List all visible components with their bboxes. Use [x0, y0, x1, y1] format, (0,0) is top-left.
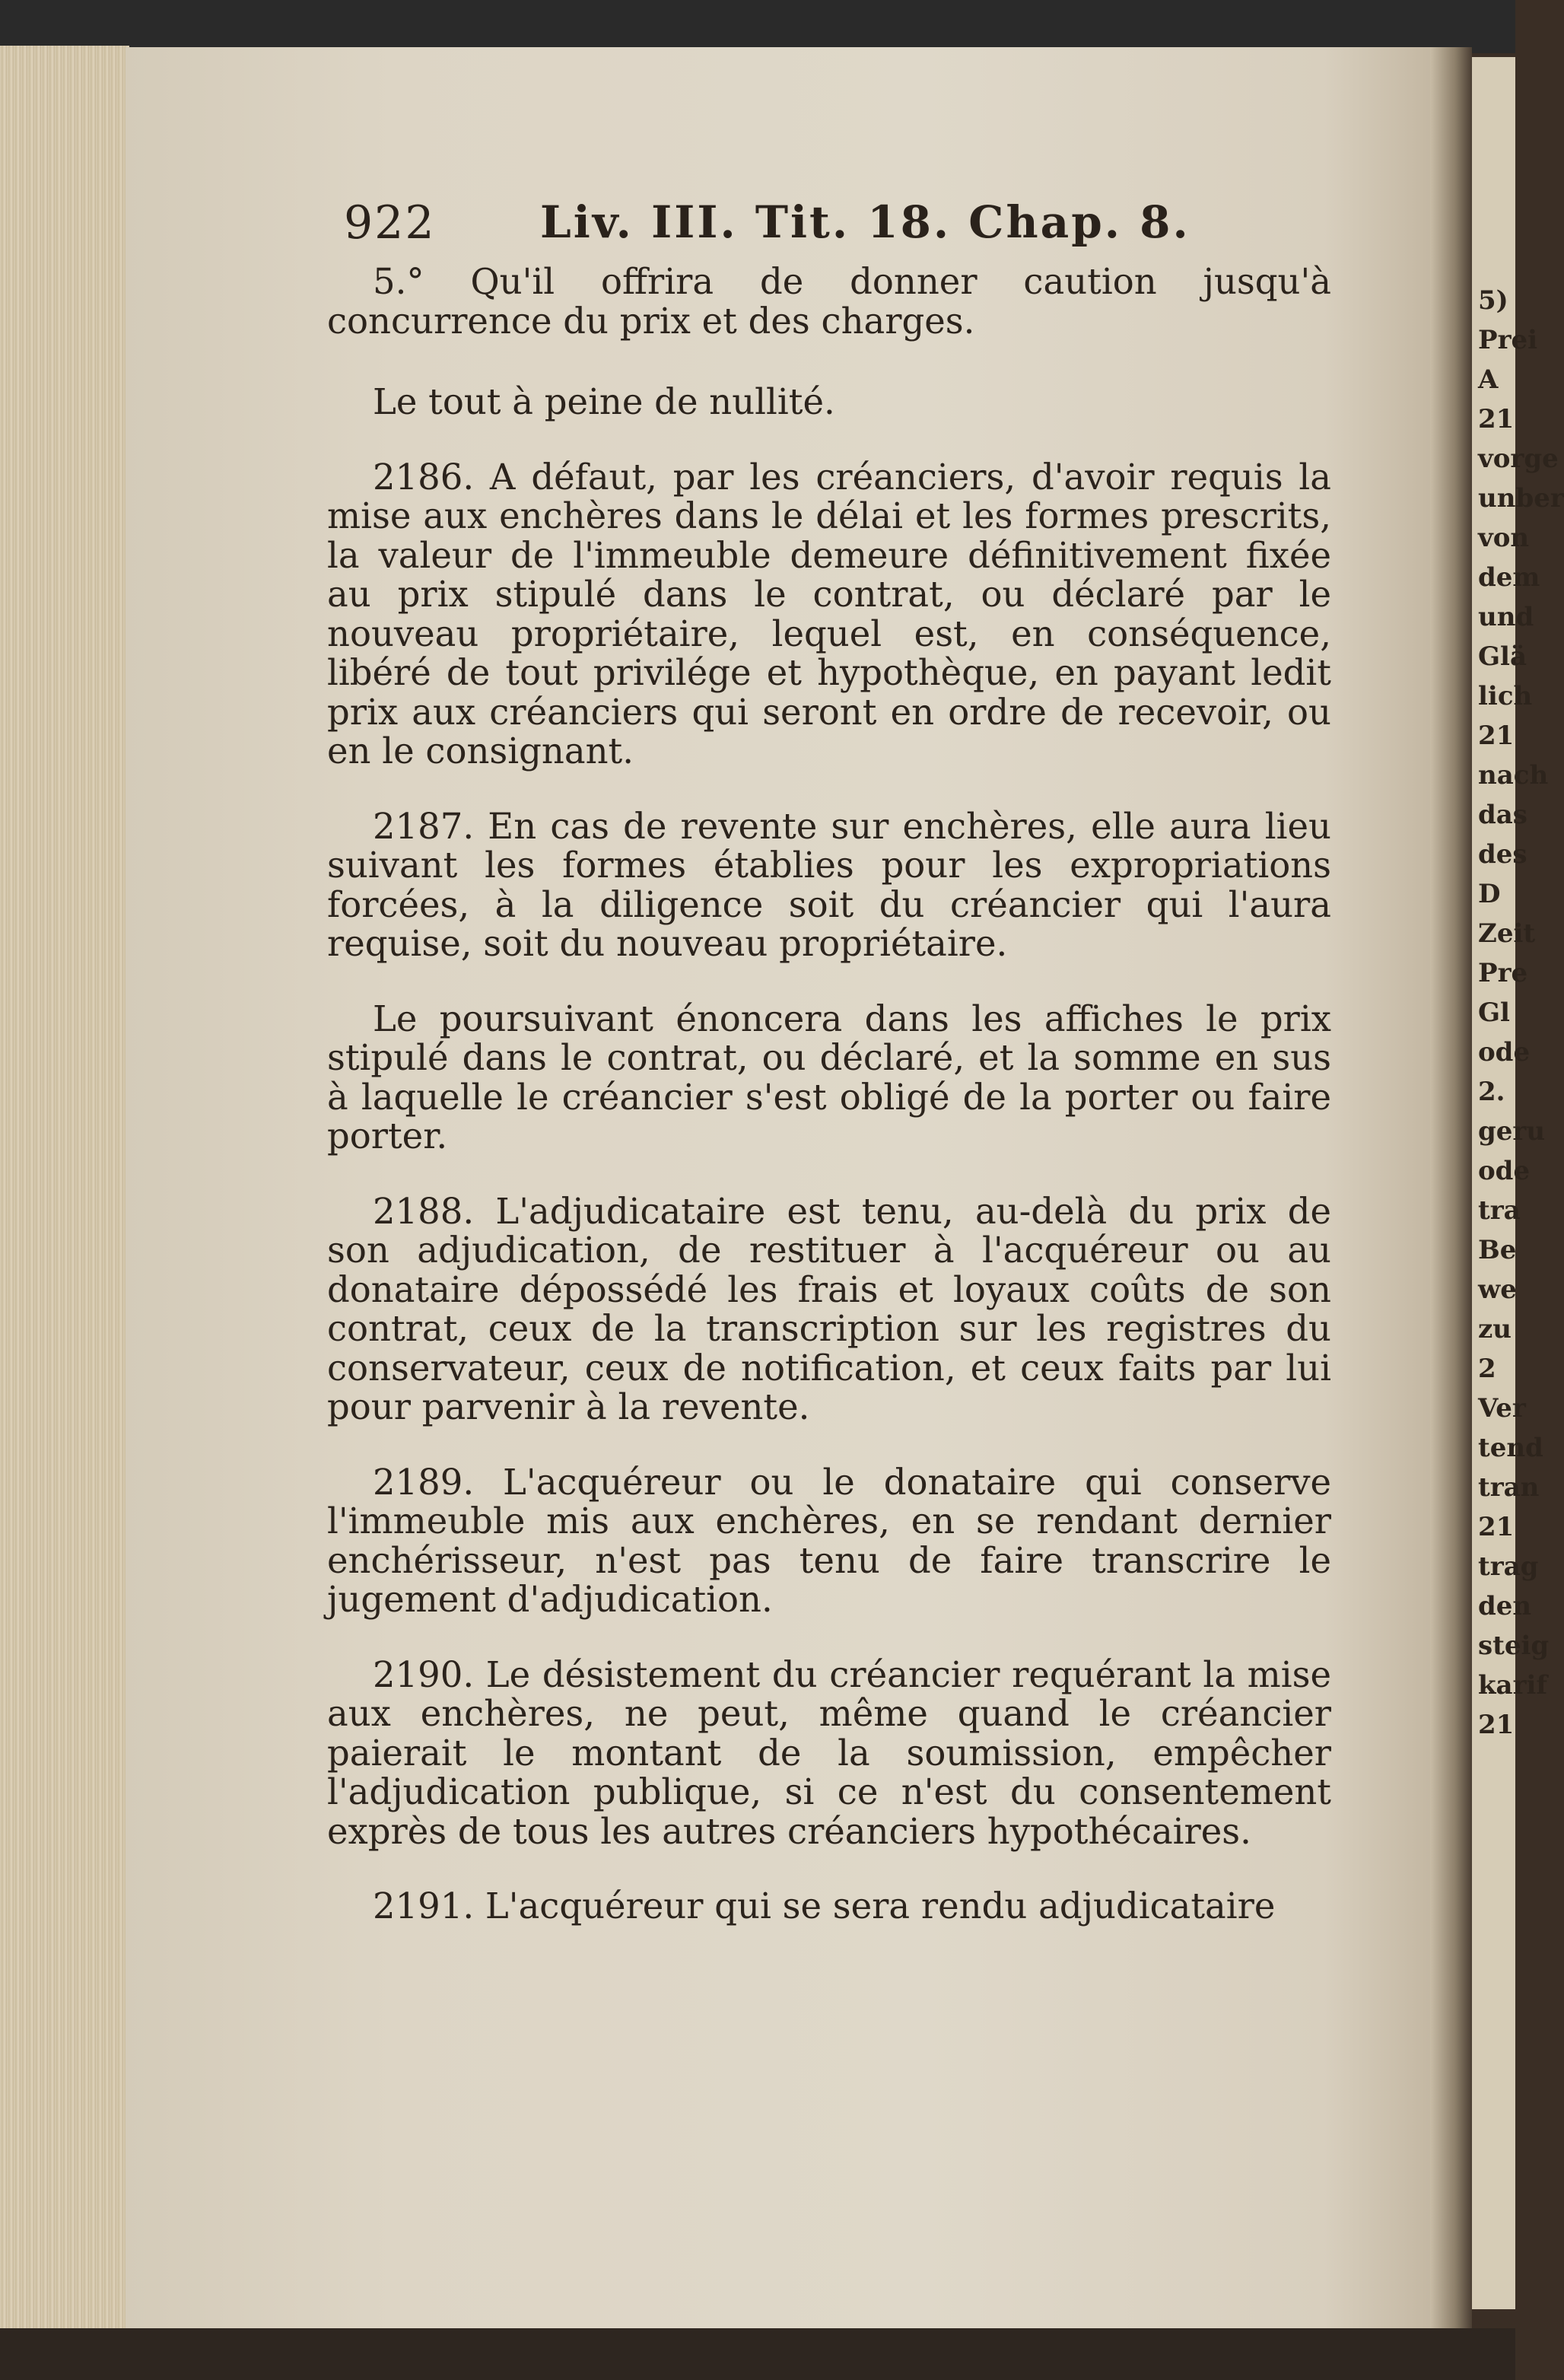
facing-page-fragment: ode: [1478, 1037, 1531, 1068]
facing-page-fragment: 5): [1478, 285, 1508, 316]
facing-page-fragment: das: [1478, 800, 1527, 830]
facing-page-fragment: 2.: [1478, 1077, 1505, 1107]
page-edges: [0, 46, 129, 2336]
facing-page-fragment: Ver: [1478, 1393, 1526, 1424]
facing-page-fragment: trag: [1478, 1551, 1539, 1582]
article-2191: 2191. L'acquéreur qui se sera rendu adjudicataire: [373, 1885, 1276, 1927]
facing-page-edge: [1472, 57, 1564, 2309]
facing-page-fragment: we: [1478, 1274, 1517, 1305]
facing-page-fragment: karif: [1478, 1670, 1548, 1701]
article-2187: 2187. En cas de revente sur enchères, elle aura lieu suivant les formes établies pour les expropriations forcées, à la diligence soit du créancier qui l'aura requise, soit du nouveau propriétaire.: [327, 805, 1331, 964]
body-text: [327, 262, 1331, 1927]
facing-page-fragment: von: [1478, 523, 1530, 553]
facing-page-fragment: den: [1478, 1591, 1532, 1621]
facing-page-fragment: zu: [1478, 1314, 1512, 1344]
facing-page-fragment: steig: [1478, 1631, 1550, 1661]
facing-page-fragment: Zeit: [1478, 918, 1536, 949]
facing-page-fragment: lich: [1478, 681, 1533, 711]
facing-page-fragment: tend: [1478, 1433, 1543, 1463]
facing-page-fragment: 21: [1478, 721, 1515, 751]
running-head: [344, 196, 1348, 257]
scanner-background-top: [0, 0, 1515, 53]
facing-page-fragment: Gl: [1478, 998, 1510, 1028]
facing-page-fragment: 21: [1478, 404, 1515, 434]
facing-page-fragment: 21: [1478, 1512, 1515, 1542]
facing-page-fragment: nach: [1478, 760, 1549, 791]
facing-page-fragment: 2: [1478, 1354, 1496, 1384]
paragraph: 5.° Qu'il offrira de donner caution jusqu'à concurrence du prix et des charges.: [327, 261, 1331, 342]
article-2186: 2186. A défaut, par les créanciers, d'avoir requis la mise aux enchères dans le délai et les formes prescrits, la valeur de l'immeuble demeure définitivement fixée au prix stipulé dans le contrat, ou déclaré par le nouveau propriétaire, lequel est, en conséquence, libéré de tout privilége et hypothèque, en payant ledit prix aux créanciers qui seront en ordre de recevoir, ou en le consignant.: [327, 456, 1331, 772]
facing-page-fragment: des: [1478, 839, 1527, 870]
article-2190: 2190. Le désistement du créancier requérant la mise aux enchères, ne peut, même quand le créancier paierait le montant de la soumission, empêcher l'adjudication publique, si ce n'est du consentement exprès de tous les autres créanciers hypothécaires.: [327, 1653, 1331, 1852]
facing-page-fragment: Glä: [1478, 641, 1527, 672]
facing-page-fragment: tran: [1478, 1472, 1540, 1503]
article-2188: 2188. L'adjudicataire est tenu, au-delà du prix de son adjudication, de restituer à l'acquéreur ou au donataire dépossédé les frais et loyaux coûts de son contrat, ceux de la transcription sur les registres du conservateur, ceux de notification, et ceux faits par lui pour parvenir à la revente.: [327, 1190, 1331, 1427]
facing-page-fragment: 21: [1478, 1710, 1515, 1740]
facing-page-fragment: und: [1478, 602, 1534, 632]
chapter-title: Liv. III. Tit. 18. Chap. 8.: [540, 196, 1190, 248]
book-gutter: [1430, 47, 1472, 2330]
facing-page-fragment: tra: [1478, 1195, 1521, 1226]
facing-page-fragment: Be: [1478, 1235, 1517, 1265]
facing-page-fragment: dem: [1478, 562, 1540, 593]
facing-page-fragment: geru: [1478, 1116, 1546, 1147]
facing-page-fragment: A: [1478, 364, 1499, 395]
facing-page-fragment: unber: [1478, 483, 1564, 514]
facing-page-fragment: Pre: [1478, 958, 1528, 988]
facing-page-fragment: ode: [1478, 1156, 1531, 1186]
facing-page-fragment: vorge: [1478, 444, 1559, 474]
facing-page-fragment: Prei: [1478, 325, 1538, 355]
scanner-background-bottom: [0, 2328, 1515, 2380]
paragraph: Le tout à peine de nullité.: [373, 381, 835, 422]
page-number: 922: [344, 196, 436, 250]
article-2189: 2189. L'acquéreur ou le donataire qui conserve l'immeuble mis aux enchères, en se rendant dernier enchérisseur, n'est pas tenu de faire transcrire le jugement d'adjudication.: [327, 1461, 1331, 1620]
facing-page-fragment: D: [1478, 879, 1501, 909]
paragraph: Le poursuivant énoncera dans les affiches le prix stipulé dans le contrat, ou déclaré, et la somme en sus à laquelle le créancier s'est obligé de la porter ou faire porter.: [327, 998, 1331, 1157]
